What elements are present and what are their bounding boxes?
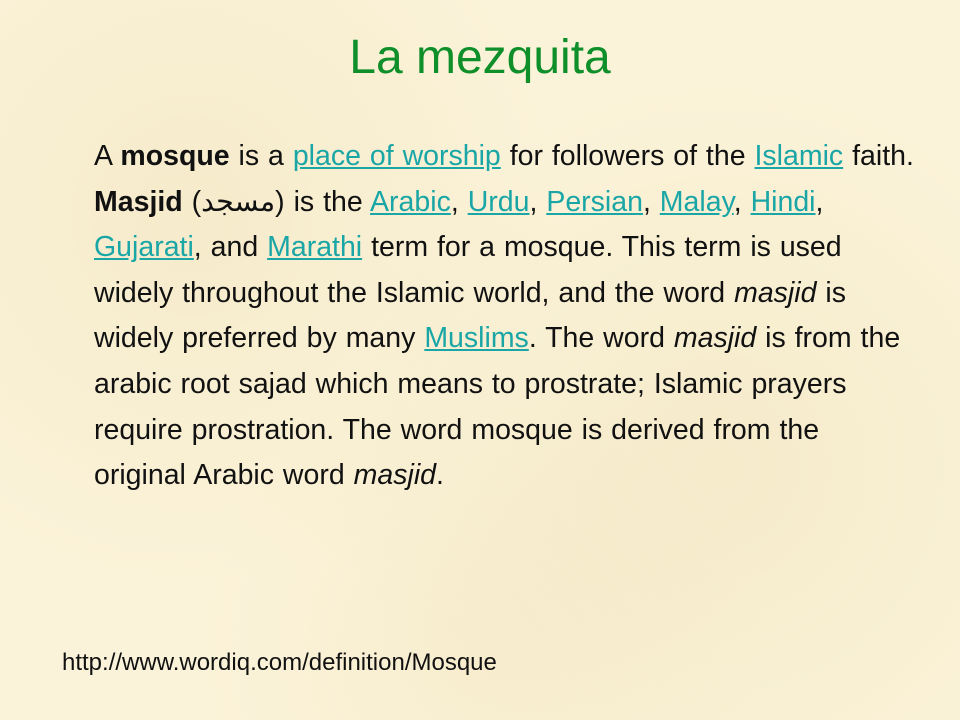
term-masjid: Masjid (94, 185, 183, 218)
text-segment: , (529, 185, 547, 218)
term-masjid-italic: masjid (353, 459, 436, 492)
link-place-of-worship[interactable]: place of worship (292, 140, 501, 172)
text-segment: faith. (843, 140, 914, 172)
link-arabic[interactable]: Arabic (370, 185, 451, 218)
term-mosque: mosque (120, 140, 230, 172)
text-segment: A (94, 140, 121, 172)
source-url: http://www.wordiq.com/definition/Mosque (62, 649, 497, 676)
text-segment: , (733, 185, 751, 218)
text-segment: ) is the (275, 185, 371, 218)
definition-paragraph (94, 134, 916, 499)
slide-title: La mezquita (349, 31, 611, 84)
term-masjid-italic: masjid (734, 276, 817, 309)
term-masjid-italic: masjid (673, 322, 757, 355)
text-segment: is from the arabic root sajad which means to prostrate; Islamic prayers require prostration. The word mosque is derived from the original Arabic word (94, 322, 901, 492)
text-segment: ( (182, 185, 202, 218)
text-segment: term for a mosque. This term is used widely throughout the Islamic world, and the word (94, 231, 842, 309)
text-segment: is widely preferred by many (94, 276, 846, 355)
text-segment: , (642, 185, 660, 218)
link-hindi[interactable]: Hindi (750, 185, 816, 218)
link-malay[interactable]: Malay (659, 185, 734, 218)
text-segment: , (450, 185, 468, 218)
text-segment: is a (229, 140, 293, 172)
link-muslims[interactable]: Muslims (424, 322, 529, 355)
link-gujarati[interactable]: Gujarati (94, 231, 194, 264)
text-segment: for followers of the (500, 140, 755, 172)
link-islamic[interactable]: Islamic (754, 140, 844, 172)
text-segment: , (815, 185, 824, 218)
link-marathi[interactable]: Marathi (267, 231, 363, 264)
link-persian[interactable]: Persian (546, 185, 643, 218)
text-segment: , and (193, 231, 268, 264)
text-segment: . (436, 459, 444, 492)
link-urdu[interactable]: Urdu (467, 185, 530, 218)
arabic-word: مسجد (201, 185, 276, 218)
text-segment: . The word (528, 322, 674, 355)
